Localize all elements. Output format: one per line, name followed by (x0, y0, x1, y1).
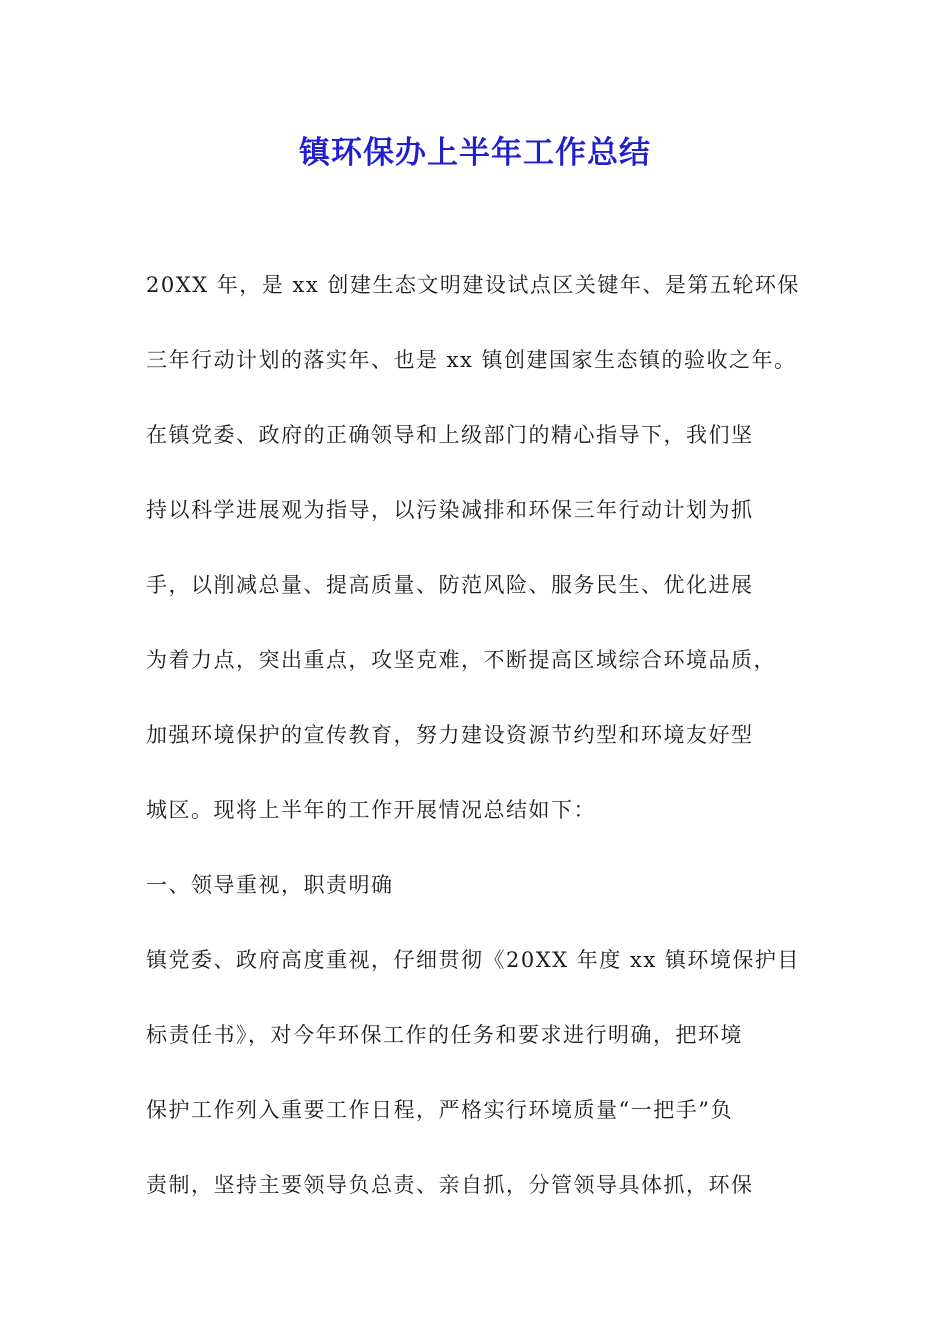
body-line: 20XX 年，是 xx 创建生态文明建设试点区关键年、是第五轮环保 (146, 273, 800, 297)
body-line: 保护工作列入重要工作日程，严格实行环境质量“一把手”负 (146, 1098, 733, 1122)
body-line: 城区。现将上半年的工作开展情况总结如下： (146, 798, 596, 822)
body-line: 加强环境保护的宣传教育，努力建设资源节约型和环境友好型 (146, 723, 754, 747)
body-line: 三年行动计划的落实年、也是 xx 镇创建国家生态镇的验收之年。 (146, 348, 797, 372)
body-line: 为着力点，突出重点，攻坚克难，不断提高区域综合环境品质， (146, 648, 776, 672)
body-line: 镇党委、政府高度重视，仔细贯彻《20XX 年度 xx 镇环境保护目 (146, 948, 800, 972)
body-line: 责制，坚持主要领导负总责、亲自抓，分管领导具体抓，环保 (146, 1173, 754, 1197)
document-body (146, 262, 806, 1237)
body-line: 标责任书》，对今年环保工作的任务和要求进行明确，把环境 (146, 1023, 743, 1047)
section-heading: 一、领导重视，职责明确 (146, 873, 394, 897)
document-title: 镇环保办上半年工作总结 (299, 135, 651, 171)
body-line: 在镇党委、政府的正确领导和上级部门的精心指导下，我们坚 (146, 423, 754, 447)
body-line: 手，以削减总量、提高质量、防范风险、服务民生、优化进展 (146, 573, 754, 597)
body-line: 持以科学进展观为指导，以污染减排和环保三年行动计划为抓 (146, 498, 754, 522)
